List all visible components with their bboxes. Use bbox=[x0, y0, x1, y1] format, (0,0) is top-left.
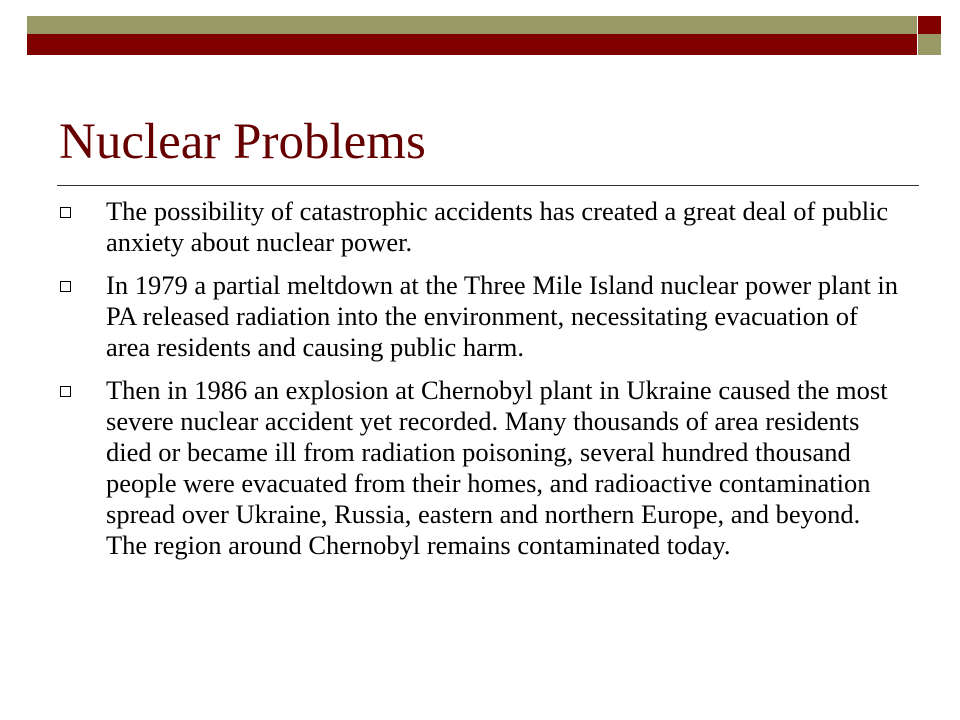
bullet-list bbox=[60, 196, 900, 573]
header-corner-olive-block bbox=[918, 34, 941, 55]
header-maroon-bar bbox=[27, 34, 917, 55]
header-olive-bar bbox=[27, 16, 917, 34]
hollow-square-bullet-icon bbox=[60, 386, 71, 397]
bullet-item-2 bbox=[60, 270, 900, 363]
bullet-item-3 bbox=[60, 375, 900, 561]
title-divider bbox=[57, 185, 919, 186]
hollow-square-bullet-icon bbox=[60, 207, 71, 218]
slide-title: Nuclear Problems bbox=[59, 114, 426, 170]
bullet-text-1: The possibility of catastrophic accidents has created a great deal of public anxiety about nuclear power. bbox=[106, 196, 889, 257]
header-corner-maroon-block bbox=[918, 16, 941, 34]
bullet-text-3: Then in 1986 an explosion at Chernobyl plant in Ukraine caused the most severe nuclear accident yet recorded. Many thousands of area residents died or became ill from radiation poisoning, several hundred thousand people were evacuated from their homes, and radioactive contamination spread over Ukraine, Russia, eastern and northern Europe, and beyond. The region around Chernobyl remains contaminated today. bbox=[106, 375, 888, 560]
bullet-text-2: In 1979 a partial meltdown at the Three Mile Island nuclear power plant in PA released radiation into the environment, necessitating evacuation of area residents and causing public harm. bbox=[106, 270, 899, 362]
hollow-square-bullet-icon bbox=[60, 281, 71, 292]
bullet-item-1 bbox=[60, 196, 900, 258]
